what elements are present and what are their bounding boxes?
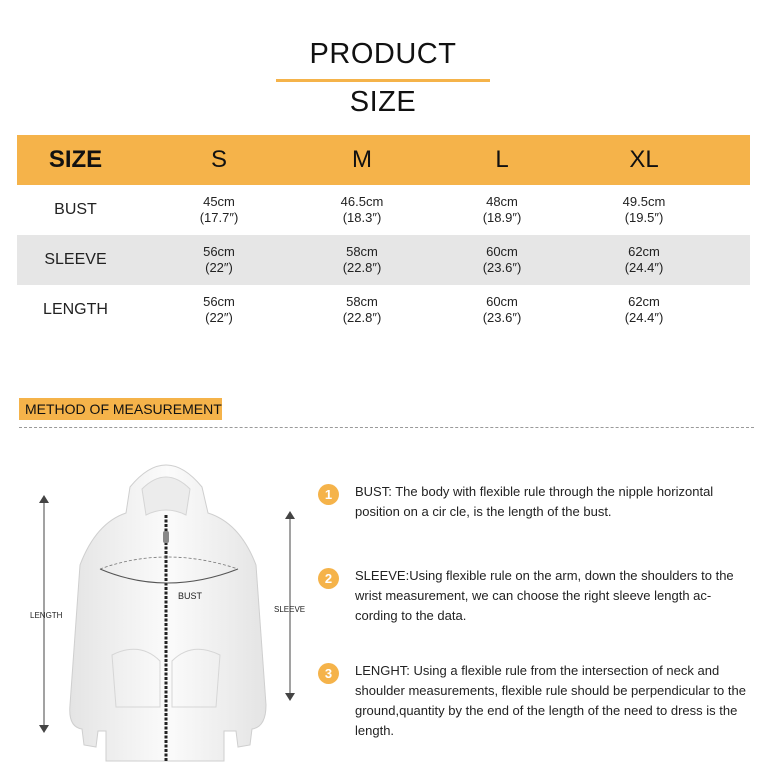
title-underline: [276, 79, 490, 82]
size-table-header: [17, 135, 750, 185]
table-cell: 48cm (18.9″): [482, 194, 522, 225]
row-label: BUST: [54, 201, 97, 218]
zipper-pull: [163, 531, 169, 543]
note-text: SLEEVE:Using flexible rule on the arm, down the shoulders to the wrist measurement, we can choose the right sleeve length ac-cording to the data.: [355, 568, 734, 623]
method-of-measurement-label: METHOD OF MEASUREMENT: [19, 398, 222, 420]
hood-opening: [142, 477, 190, 515]
note-length: [318, 661, 758, 741]
header-m: M: [352, 146, 372, 173]
table-cell: 58cm (22.8″): [342, 294, 382, 325]
table-cell: 56cm (22″): [203, 294, 235, 325]
page-title-block: [276, 30, 490, 118]
table-row-bust: [17, 185, 750, 235]
row-label: LENGTH: [43, 301, 108, 318]
table-row-sleeve: [17, 235, 750, 285]
hoodie-illustration: [20, 445, 320, 765]
table-cell: 49.5cm (19.5″): [622, 194, 666, 225]
header-l: L: [495, 146, 509, 173]
table-cell: 62cm (24.4″): [624, 244, 664, 275]
note-bust: [318, 482, 758, 522]
note-sleeve: [318, 566, 758, 626]
header-s: S: [210, 146, 227, 173]
table-cell: 60cm (23.6″): [482, 244, 522, 275]
length-label: LENGTH: [30, 611, 63, 620]
table-cell: 56cm (22″): [203, 244, 235, 275]
hoodie-measurement-figure: [20, 445, 320, 765]
table-cell: 46.5cm (18.3″): [340, 194, 384, 225]
dashed-divider: [19, 427, 754, 428]
table-cell: 58cm (22.8″): [342, 244, 382, 275]
step-number-badge: 1: [318, 484, 339, 505]
step-number-badge: 3: [318, 663, 339, 684]
table-cell: 60cm (23.6″): [482, 294, 522, 325]
page-title: PRODUCT SIZE: [309, 38, 457, 118]
table-cell: 62cm (24.4″): [624, 294, 664, 325]
header-size: SIZE: [48, 146, 103, 173]
row-label: SLEEVE: [44, 251, 107, 268]
note-text: LENGHT: Using a flexible rule from the intersection of neck and shoulder measurements, flexible rule should be perpendicular to the ground,quantity by the end of the length of the need to dress is the length.: [355, 663, 746, 738]
bust-label: BUST: [178, 591, 203, 601]
sleeve-label: SLEEVE: [274, 605, 306, 614]
table-row-length: [17, 285, 750, 335]
size-table: [17, 135, 750, 335]
step-number-badge: 2: [318, 568, 339, 589]
table-cell: 45cm (17.7″): [199, 194, 239, 225]
header-xl: XL: [629, 146, 659, 173]
note-text: BUST: The body with flexible rule through the nipple horizontal position on a cir cle, is the length of the bust.: [355, 484, 714, 519]
